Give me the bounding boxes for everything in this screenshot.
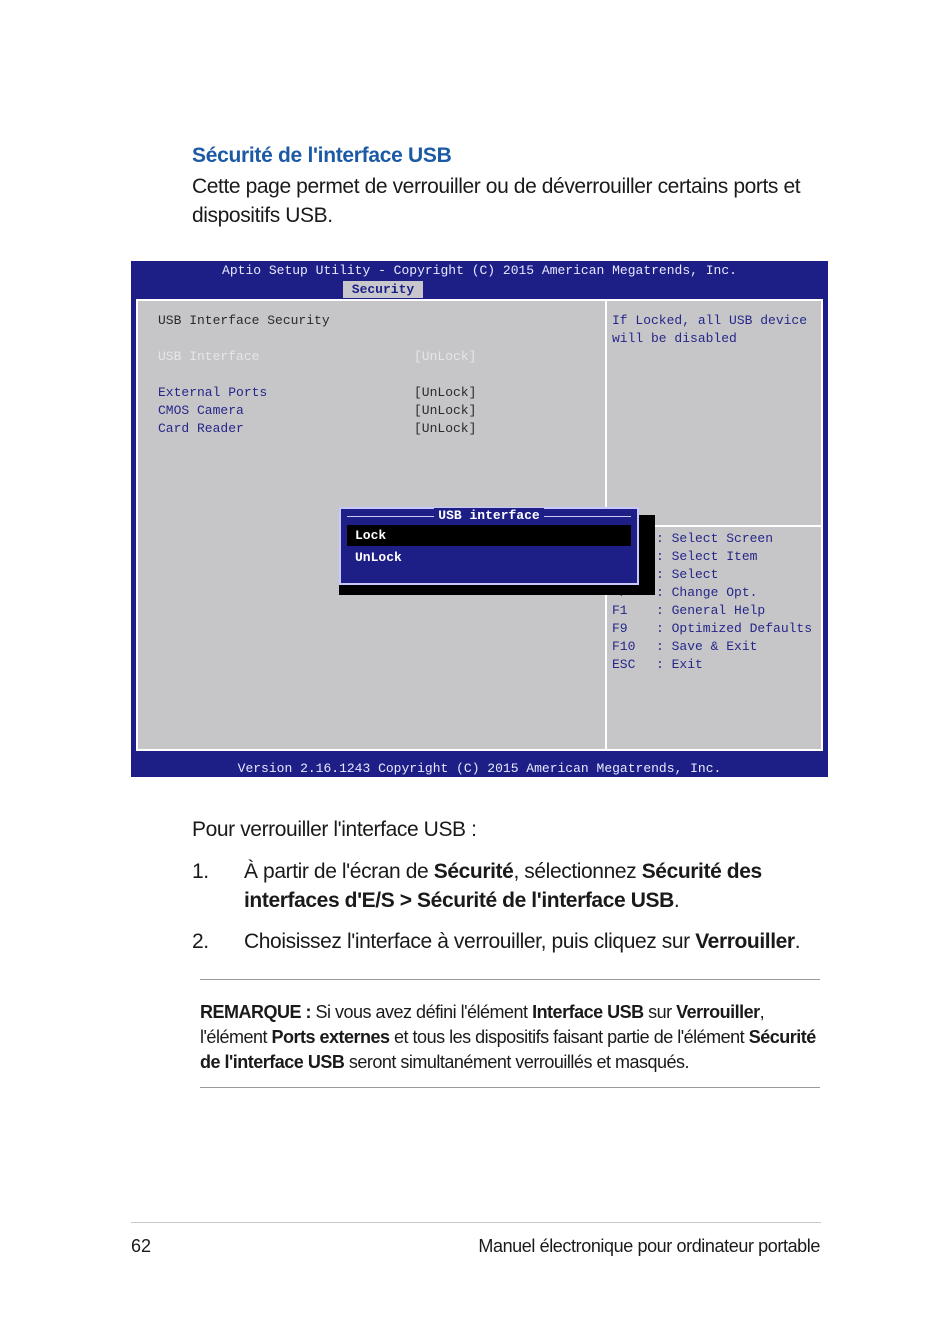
bios-usb-interface-value[interactable]: [UnLock] — [414, 349, 477, 364]
popup-title: USB interface — [341, 508, 637, 523]
bios-screenshot — [131, 261, 828, 777]
instructions-lead: Pour verrouiller l'interface USB : — [192, 818, 477, 841]
bios-section-label: USB Interface Security — [158, 313, 330, 328]
footer-title: Manuel électronique pour ordinateur portable — [478, 1236, 820, 1256]
note-box: REMARQUE : Si vous avez défini l'élément Interface USB sur Verrouiller, l'élément Ports externes et tous les dispositifs faisant partie de l'élément Sécurité de l'interface USB seront simultanément verrouillés et masqués. — [200, 1002, 816, 1072]
page-number: 62 — [131, 1236, 152, 1256]
bios-key-select-screen: : Select Screen — [656, 531, 774, 546]
bios-help-text-line2: will be disabled — [612, 331, 737, 346]
bios-help-text-line1: If Locked, all USB device — [612, 313, 808, 328]
usb-interface-popup — [339, 507, 639, 585]
bios-item-external-ports[interactable]: External Ports — [158, 385, 268, 400]
popup-option-unlock[interactable]: UnLock — [355, 550, 402, 565]
section-heading: Sécurité de l'interface USB — [192, 144, 452, 167]
note-top-rule — [200, 979, 820, 980]
step-text: Choisissez l'interface à verrouiller, puis cliquez sur Verrouiller. — [244, 930, 801, 953]
bios-footer: Version 2.16.1243 Copyright (C) 2015 American Megatrends, Inc. — [237, 761, 722, 776]
bios-item-card-reader[interactable]: Card Reader — [158, 421, 244, 436]
bios-panel — [136, 299, 823, 751]
bios-title: Aptio Setup Utility - Copyright (C) 2015 American Megatrends, Inc. — [222, 263, 737, 278]
bios-value-external-ports[interactable]: [UnLock] — [414, 385, 477, 400]
bios-key-change-opt: : Change Opt. — [656, 585, 758, 600]
intro-paragraph: Cette page permet de verrouiller ou de déverrouiller certains ports et dispositifs USB. — [192, 175, 801, 227]
note-bottom-rule — [200, 1087, 820, 1088]
step-2 — [192, 927, 832, 957]
bios-key-exit: ESC : Exit — [612, 657, 703, 672]
bios-key-general-help: F1 : General Help — [612, 603, 766, 618]
bios-key-optimized-defaults: F9 : Optimized Defaults — [612, 621, 813, 636]
tab-security[interactable]: Security — [343, 281, 423, 298]
step-text: À partir de l'écran de Sécurité, sélectionnez Sécurité des interfaces d'E/S > Sécurité de l'interface USB. — [244, 860, 762, 912]
bios-value-card-reader[interactable]: [UnLock] — [414, 421, 477, 436]
step-1 — [192, 857, 832, 917]
step-number: 1. — [192, 860, 209, 883]
bios-key-select-item: : Select Item — [656, 549, 758, 564]
bios-value-cmos-camera[interactable]: [UnLock] — [414, 403, 477, 418]
popup-option-lock[interactable]: Lock — [347, 525, 631, 546]
bios-usb-interface-label[interactable]: USB Interface — [158, 349, 260, 364]
footer-rule — [131, 1222, 821, 1223]
bios-key-enter: : Select — [656, 567, 719, 582]
bios-key-save-exit: F10 : Save & Exit — [612, 639, 758, 654]
step-number: 2. — [192, 930, 209, 953]
bios-item-cmos-camera[interactable]: CMOS Camera — [158, 403, 244, 418]
